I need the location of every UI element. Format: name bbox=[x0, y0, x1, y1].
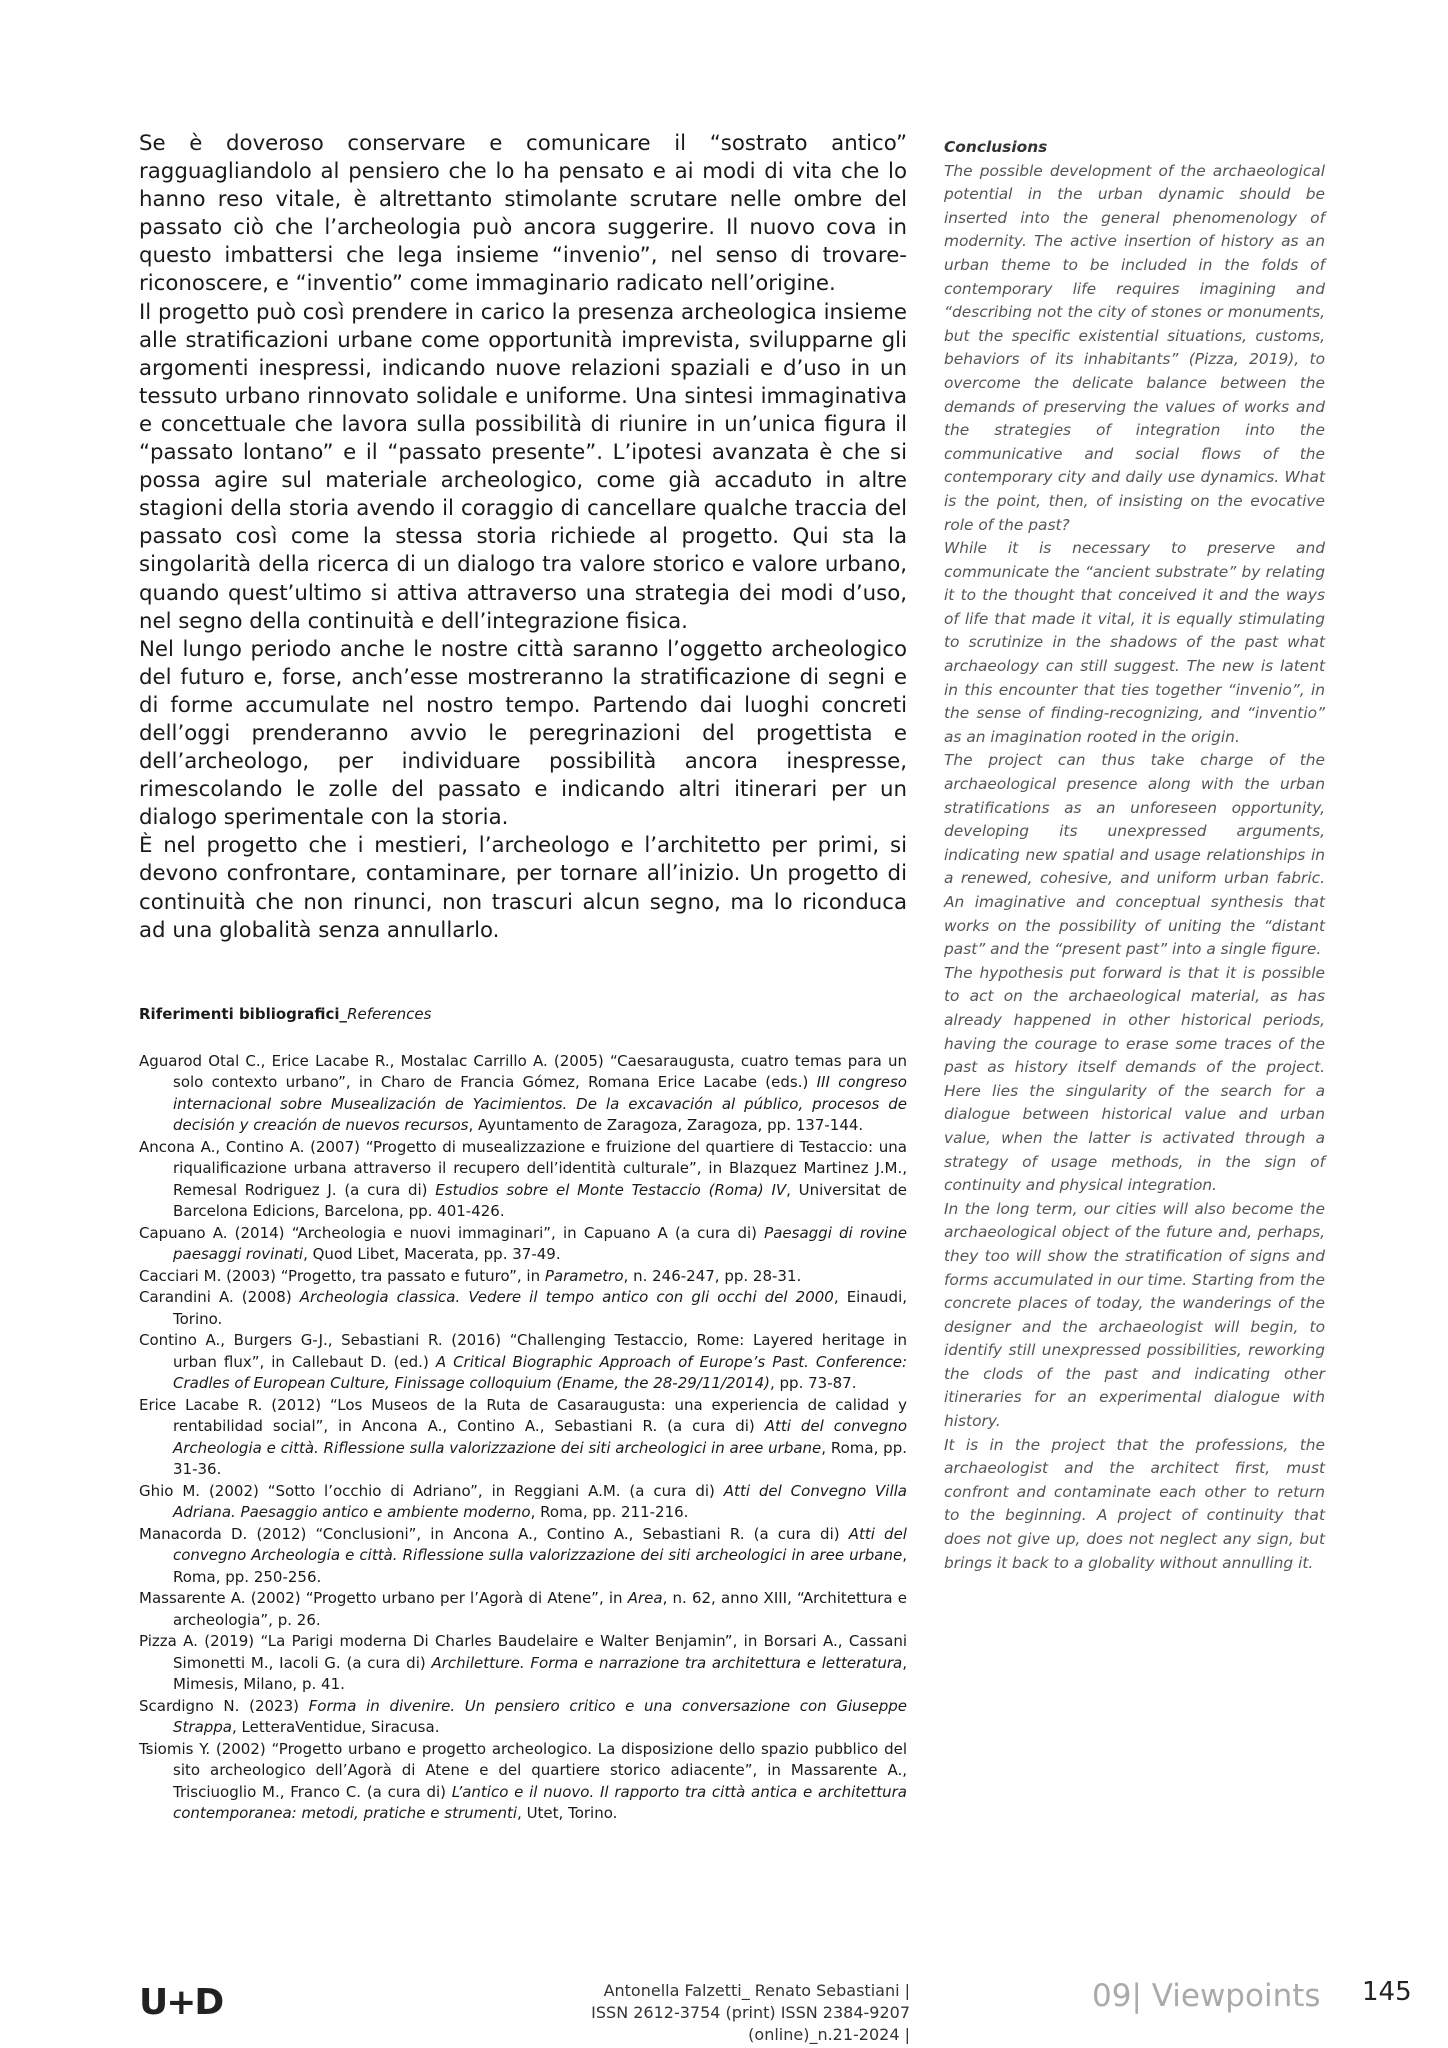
footer-credits bbox=[560, 1980, 910, 2046]
reference-title: Atti del convegno Archeologia e città. Riflessione sulla valorizzazione dei siti archeologici in aree urbane bbox=[173, 1524, 907, 1565]
reference-text: Ghio M. (2002) “Sotto l’occhio di Adriano”, in Reggiani A.M. (a cura di) bbox=[139, 1481, 724, 1500]
reference-item bbox=[139, 1330, 907, 1395]
reference-title: Parametro bbox=[544, 1266, 624, 1285]
reference-item bbox=[139, 1287, 907, 1330]
reference-text: , Roma, pp. 211-216. bbox=[530, 1503, 689, 1522]
conclusions-paragraph: While it is necessary to preserve and communicate the “ancient substrate” by relating it to the thought that conceived it and the ways of life that made it vital, it is equally stimulating to scrutinize in the shadows of the past what archaeology can still suggest. The new is latent in this encounter that ties together “invenio”, in the sense of finding-recognizing, and “inventio” as an imagination rooted in the origin. bbox=[944, 539, 1325, 746]
reference-item bbox=[139, 1137, 907, 1223]
reference-item bbox=[139, 1524, 907, 1589]
reference-text: Carandini A. (2008) bbox=[139, 1288, 300, 1307]
body-text bbox=[139, 130, 907, 945]
conclusions-paragraph: The hypothesis put forward is that it is possible to act on the archaeological material, as has already happened in other historical periods, having the courage to erase some traces of the past as history itself demands of the project. Here lies the singularity of the search for a dialogue between historical value and urban value, when the latter is activated through a strategy of usage methods, in the sign of continuity and physical integration. bbox=[944, 963, 1325, 1195]
reference-text: Scardigno N. (2023) bbox=[139, 1696, 309, 1715]
reference-text: Cacciari M. (2003) “Progetto, tra passato e futuro”, in bbox=[139, 1266, 545, 1285]
reference-text: , n. 246-247, pp. 28-31. bbox=[623, 1266, 802, 1285]
reference-title: L’antico e il nuovo. Il rapporto tra città antica e architettura contemporanea: metodi, pratiche e strumenti bbox=[173, 1782, 907, 1823]
body-paragraph: È nel progetto che i mestieri, l’archeologo e l’architetto per primi, si devono confrontare, contaminare, per tornare all’inizio. Un progetto di continuità che non rinunci, non trascuri alcun segno, ma lo riconduca ad una globalità senza annullarlo. bbox=[139, 833, 907, 943]
reference-title: Atti del Convegno Villa Adriana. Paesaggio antico e ambiente moderno bbox=[173, 1481, 907, 1522]
reference-text: Ancona A., Contino A. (2007) “Progetto di musealizzazione e fruizione del quartiere di Testaccio: una riqualificazione urbana attraverso il recupero dell’identità culturale”, in Blazquez Martinez J.M., Remesal Rodriguez J. (a cura di) bbox=[139, 1137, 907, 1199]
reference-title: III congreso internacional sobre Musealización de Yacimientos. De la excavación al público, procesos de decisión y creación de nuevos recursos bbox=[173, 1073, 907, 1135]
reference-text: Erice Lacabe R. (2012) “Los Museos de la Ruta de Casaraugusta: una experiencia de calidad y rentabilidad social”, in Ancona A., Contino A., Sebastiani R. (a cura di) bbox=[139, 1395, 907, 1436]
reference-text: , Roma, pp. 250-256. bbox=[173, 1546, 907, 1586]
conclusions-paragraph: In the long term, our cities will also become the archaeological object of the future and, perhaps, they too will show the stratification of signs and forms accumulated in our time. Starting from the concrete places of today, the wanderings of the designer and the archaeologist will begin, to identify still unexpressed possibilities, reworking the clods of the past and indicating other itineraries for an experimental dialogue with history. bbox=[944, 1199, 1325, 1431]
references-heading-italic: References bbox=[347, 1004, 432, 1023]
reference-item bbox=[139, 1631, 907, 1696]
body-paragraph: Il progetto può così prendere in carico la presenza archeologica insieme alle stratificazioni urbane come opportunità imprevista, svilupparne gli argomenti inespressi, indicando nuove relazioni spaziali e d’uso in un tessuto urbano rinnovato solidale e uniforme. Una sintesi immaginativa e concettuale che lavora sulla possibilità di riunire in un’unica figura il “passato lontano” e il “passato presente”. L’ipotesi avanzata è che si possa agire sul materiale archeologico, come già accaduto in altre stagioni della storia avendo il coraggio di cancellare qualche traccia del passato così come la stessa storia richiede al progetto. Qui sta la singolarità della ricerca di un dialogo tra valore storico e valore urbano, quando quest’ultimo si attiva attraverso una strategia dei modi d’uso, nel segno della continuità e dell’integrazione fisica. bbox=[139, 299, 907, 634]
reference-text: , Utet, Torino. bbox=[517, 1804, 618, 1823]
reference-title: A Critical Biographic Approach of Europe’s Past. Conference: Cradles of European Culture, Finissage colloquium (Ename, the 28-29/11/2014) bbox=[173, 1352, 908, 1393]
reference-text: , Ayuntamento de Zaragoza, Zaragoza, pp. 137-144. bbox=[468, 1116, 864, 1135]
reference-text: , pp. 73-87. bbox=[770, 1374, 857, 1393]
conclusions-paragraph: The possible development of the archaeological potential in the urban dynamic should be inserted into the general phenomenology of modernity. The active insertion of history as an urban theme to be included in the folds of contemporary life requires imagining and “describing not the city of stones or monuments, but the specific existential situations, customs, behaviors of its inhabitants” (Pizza, 2019), to overcome the delicate balance between the demands of preserving the values of works and the strategies of integration into the communicative and social flows of the contemporary city and daily use dynamics. What is the point, then, of insisting on the evocative role of the past? bbox=[944, 161, 1325, 534]
conclusions-paragraph: It is in the project that the professions, the archaeologist and the architect first, must confront and contaminate each other to return to the beginning. A project of continuity that does not give up, does not neglect any sign, but brings it back to a globality without annulling it. bbox=[944, 1435, 1325, 1572]
conclusions-paragraph: The project can thus take charge of the archaeological presence along with the urban stratifications as an unforeseen opportunity, developing its unexpressed arguments, indicating new spatial and usage relationships in a renewed, cohesive, and uniform urban fabric. An imaginative and conceptual synthesis that works on the possibility of uniting the “distant past” and the “present past” into a single figure. bbox=[944, 751, 1325, 959]
reference-title: Archiletture. Forma e narrazione tra architettura e letteratura bbox=[431, 1653, 903, 1672]
conclusions-column bbox=[944, 136, 1325, 1575]
reference-text: Massarente A. (2002) “Progetto urbano per l’Agorà di Atene”, in bbox=[139, 1589, 628, 1608]
body-paragraph: Nel lungo periodo anche le nostre città saranno l’oggetto archeologico del futuro e, forse, anch’esse mostreranno la stratificazione di segni e di forme accumulate nel nostro tempo. Partendo dai luoghi concreti dell’oggi prenderanno avvio le peregrinazioni del progettista e dell’archeologo, per individuare possibilità ancora inespresse, rimescolando le zolle del passato e indicando altri itinerari per un dialogo sperimentale con la storia. bbox=[139, 636, 907, 831]
reference-text: , LetteraVentidue, Siracusa. bbox=[232, 1718, 440, 1737]
reference-title: Area bbox=[627, 1589, 663, 1608]
reference-text: , Quod Libet, Macerata, pp. 37-49. bbox=[303, 1245, 561, 1264]
reference-title: Forma in divenire. Un pensiero critico e una conversazione con Giuseppe Strappa bbox=[173, 1696, 907, 1737]
conclusions-heading: Conclusions bbox=[944, 138, 1048, 156]
reference-text: Tsiomis Y. (2002) “Progetto urbano e progetto archeologico. La disposizione dello spazio pubblico del sito archeologico dell’Agorà di Atene e del quartiere storico adiacente”, in Massarente A., Trisciuoglio M., Franco C. (a cura di) bbox=[139, 1739, 907, 1801]
body-paragraph: Se è doveroso conservare e comunicare il “sostrato antico” ragguagliandolo al pensiero che lo ha pensato e ai modi di vita che lo hanno reso vitale, è altrettanto stimolante scrutare nelle ombre del passato ciò che l’archeologia può ancora suggerire. Il nuovo cova in questo imbattersi che lega insieme “invenio”, nel senso di trovare-riconoscere, e “inventio” come immaginario radicato nell’origine. bbox=[139, 131, 907, 297]
reference-text: Capuano A. (2014) “Archeologia e nuovi immaginari”, in Capuano A (a cura di) bbox=[139, 1223, 765, 1242]
reference-item bbox=[139, 1588, 907, 1631]
reference-text: , Mimesis, Milano, p. 41. bbox=[173, 1653, 907, 1694]
reference-text: Pizza A. (2019) “La Parigi moderna Di Charles Baudelaire e Walter Benjamin”, in Borsari A., Cassani Simonetti M., Iacoli G. (a cura di) bbox=[139, 1632, 907, 1672]
reference-item bbox=[139, 1739, 907, 1825]
reference-text: , n. 62, anno XIII, “Architettura e archeologia”, p. 26. bbox=[173, 1589, 908, 1629]
reference-list bbox=[139, 1051, 907, 1825]
section-label: 09| Viewpoints bbox=[1092, 1978, 1321, 2014]
reference-title: Paesaggi di rovine paesaggi rovinati bbox=[173, 1223, 907, 1264]
reference-title: Archeologia classica. Vedere il tempo antico con gli occhi del 2000 bbox=[299, 1288, 834, 1307]
reference-text: , Roma, pp. 31-36. bbox=[173, 1438, 907, 1479]
footer-authors: Antonella Falzetti_ Renato Sebastiani | bbox=[603, 1981, 910, 2000]
reference-title: Estudios sobre el Monte Testaccio (Roma) IV bbox=[435, 1180, 787, 1199]
footer-issn: ISSN 2612-3754 (print) ISSN 2384-9207 (online)_n.21-2024 | bbox=[591, 2003, 910, 2044]
references-heading-bold: Riferimenti bibliografici_ bbox=[139, 1004, 348, 1023]
reference-text: Contino A., Burgers G-J., Sebastiani R. (2016) “Challenging Testaccio, Rome: Layered heritage in urban flux”, in Callebaut D. (ed.) bbox=[139, 1331, 907, 1371]
reference-text: , Universitat de Barcelona Edicions, Barcelona, pp. 401-426. bbox=[173, 1180, 907, 1221]
reference-text: , Einaudi, Torino. bbox=[173, 1288, 908, 1328]
reference-item bbox=[139, 1395, 907, 1481]
reference-title: Atti del convegno Archeologia e città. Riflessione sulla valorizzazione dei siti archeologici in aree urbane bbox=[173, 1417, 907, 1457]
reference-text: Manacorda D. (2012) “Conclusioni”, in Ancona A., Contino A., Sebastiani R. (a cura di) bbox=[139, 1524, 849, 1543]
reference-item bbox=[139, 1223, 907, 1266]
reference-item bbox=[139, 1051, 907, 1137]
page-number: 145 bbox=[1362, 1977, 1412, 2007]
reference-item bbox=[139, 1696, 907, 1739]
reference-text: Aguarod Otal C., Erice Lacabe R., Mostalac Carrillo A. (2005) “Caesaraugusta, cuatro temas para un solo contexto urbano”, in Charo de Francia Gómez, Romana Erice Lacabe (eds.) bbox=[139, 1051, 907, 1092]
references-heading bbox=[139, 1005, 907, 1023]
reference-item bbox=[139, 1266, 907, 1288]
reference-item bbox=[139, 1481, 907, 1524]
main-column bbox=[139, 130, 907, 1825]
journal-logo: U+D bbox=[139, 1982, 223, 2023]
